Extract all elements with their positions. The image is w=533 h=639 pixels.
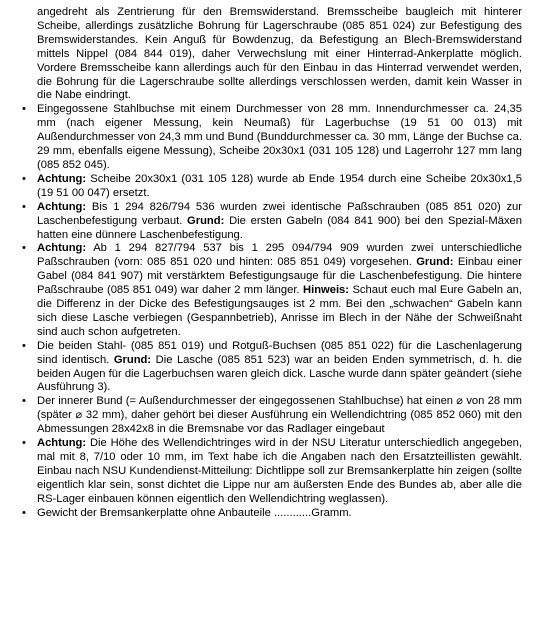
list-item: • Gewicht der Bremsankerplatte ohne Anbauteile ............Gramm. xyxy=(22,507,522,521)
warning-label: Achtung: xyxy=(37,242,87,255)
document-page xyxy=(22,6,522,521)
warning-label: Achtung: xyxy=(37,437,87,450)
bullet-list xyxy=(22,103,522,520)
list-item: • Achtung: Ab 1 294 827/794 537 bis 1 295 094/794 909 wurden zwei unterschiedliche Paßschrauben (vorn: 085 851 020 und hinten: 085 851 049) vorgesehen. Grund: Einbau einer Gabel (084 841 907) mit verstärktem Befestigungsauge für die Laschenbefestigung. Die hintere Paßschraube (085 851 049) war daher 2 mm länger. Hinweis: Schaut euch mal Eure Gabeln an, die Differenz in der Dicke des Befestigungsauges ist 2 mm. Bei den „schwachen“ Gabeln kann sich diese Lasche verbiegen (Gespannbetrieb), Anrisse im Blech in der Nähe der Schweißnaht sind auch schon aufgetreten. xyxy=(22,242,522,339)
warning-label: Achtung: xyxy=(37,200,87,213)
intro-paragraph: angedreht als Zentrierung für den Bremswiderstand. Bremsscheibe baugleich mit hinterer Scheibe, allerdings zusätzliche Bohrung für Lagerschraube (085 851 024) zur Befestigung des Bremswiderstandes. Kein Anguß für Bowdenzug, da Befestigung an Blech-Bremswiderstand mittels Nippel (084 844 019), daher Verwechslung mit einer Hinterrad-Ankerplatte möglich. Vordere Bremsscheibe kann allerdings auch für den Einbau in das Hinterrad verwendet werden, die Bohrung für die Lagerschraube sollte allerdings verschlossen werden, damit kein Wasser in die Nabe eindringt. xyxy=(37,6,522,102)
list-item: • Achtung: Die Höhe des Wellendichtringes wird in der NSU Literatur unterschiedlich angegeben, mal mit 8, 7/10 oder 10 mm, im Text habe ich die Angaben nach den Ersatzteillisten gewählt. Einbau nach NSU Kundendienst-Mitteilung: Dichtlippe soll zur Bremsankerplatte hin zeigen (sollte eigentlich klar sein, sonst dichtet die Lippe nur am äußersten Ende des Bundes ab, aber alle die RS-Lager einbauen können eigentlich den Wellendichtring weglassen). xyxy=(22,437,522,507)
warning-label: Achtung: xyxy=(37,172,87,185)
list-item: • Der innerer Bund (= Außendurchmesser der eingegossenen Stahlbuchse) hat einen ⌀ von 28 mm (später ⌀ 32 mm), daher gehört bei dieser Ausführung ein Wellendichtring (085 852 060) mit den Abmessungen 28x42x8 in die Bremsnabe vor das Radlager eingebaut xyxy=(22,395,522,437)
list-item: • Achtung: Bis 1 294 826/794 536 wurden zwei identische Paßschrauben (085 851 020) zur Laschenbefestigung verbaut. Grund: Die ersten Gabeln (084 841 900) bei den Spezial-Mäxen hatten eine dünnere Laschenbefestigung. xyxy=(22,201,522,243)
reason-label: Grund: xyxy=(187,214,225,227)
list-item: • Eingegossene Stahlbuchse mit einem Durchmesser von 28 mm. Innendurchmesser ca. 24,35 mm (nach eigener Messung, kein Neumaß) für Lagerbuchse (19 51 00 013) mit Außendurchmesser von 24,3 mm und Bund (Bunddurchmesser ca. 30 mm, Länge der Buchse ca. 29 mm, ebenfalls eigene Messung), Scheibe 20x30x1 (031 105 128) und Lagerrohr 127 mm lang (085 852 045). xyxy=(22,103,522,173)
note-label: Hinweis: xyxy=(303,284,350,297)
reason-label: Grund: xyxy=(113,353,152,366)
list-item: • Achtung: Scheibe 20x30x1 (031 105 128) wurde ab Ende 1954 durch eine Scheibe 20x30x1,5 (19 51 00 047) ersetzt. xyxy=(22,173,522,201)
reason-label: Grund: xyxy=(416,256,454,269)
list-item: • Die beiden Stahl- (085 851 019) und Rotguß-Buchsen (085 851 022) für die Laschenlagerung sind identisch. Grund: Die Lasche (085 851 523) war an beiden Enden symmetrisch, d. h. die beiden Augen für die Lagerbuchsen waren gleich dick. Lasche wurde dann später geändert (siehe Ausführung 3). xyxy=(22,340,522,396)
